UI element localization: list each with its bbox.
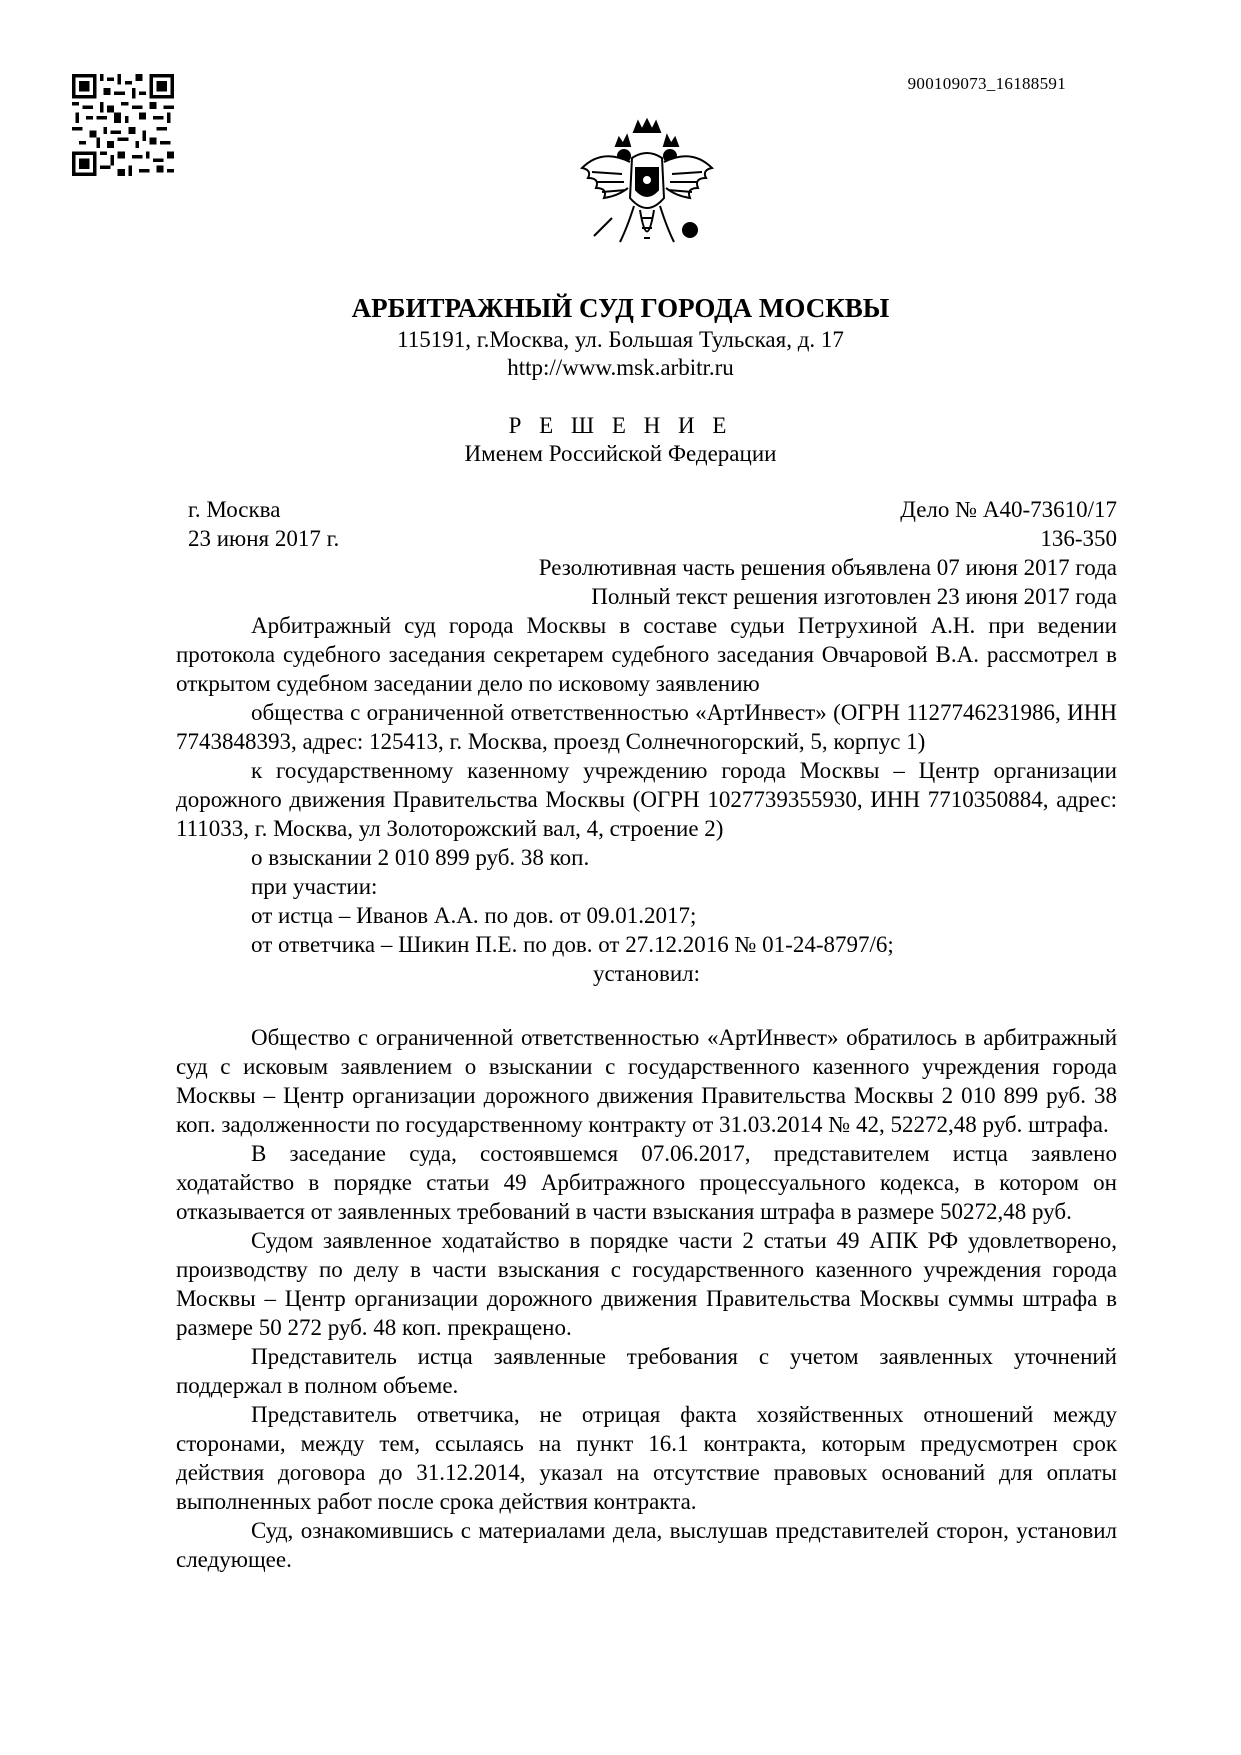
established-heading: установил:: [592, 961, 701, 986]
body-paragraph: Судом заявленное ходатайство в порядке части 2 статьи 49 АПК РФ удовлетворено, производству по делу в части взыскания с государственного казенного учреждения города Москвы – Центр организации дорожного движения Правительства Москвы суммы штрафа в размере 50 272 руб. 48 коп. прекращено.: [176, 1228, 1117, 1340]
body-paragraph: Представитель ответчика, не отрицая факта хозяйственных отношений между сторонами, между тем, ссылаясь на пункт 16.1 контракта, которым предусмотрен срок действия договора до 31.12.2014, указал на отсутствие правовых оснований для оплаты выполненных работ после срока действия контракта.: [176, 1402, 1117, 1514]
participation-label: при участии:: [251, 874, 378, 899]
plaintiff-representative: от истца – Иванов А.А. по дов. от 09.01.2017;: [251, 903, 697, 928]
city: г. Москва: [188, 497, 281, 522]
body-paragraph: Представитель истца заявленные требования с учетом заявленных уточнений поддержал в полном объеме.: [176, 1344, 1117, 1398]
decision-intro: [176, 611, 1117, 988]
qr-code-icon: [72, 74, 174, 176]
document-subtitle: Именем Российской Федерации: [464, 441, 777, 466]
full-text-prepared: Полный текст решения изготовлен 23 июня 2017 года: [591, 584, 1117, 609]
decision-date: 23 июня 2017 г.: [188, 526, 340, 551]
coat-of-arms-icon: [572, 118, 722, 268]
court-name: АРБИТРАЖНЫЙ СУД ГОРОДА МОСКВЫ: [351, 293, 890, 323]
plaintiff-details: общества с ограниченной ответственностью «АртИнвест» (ОГРН 1127746231986, ИНН 7743848393, адрес: 125413, г. Москва, проезд Солнечногорский, 5, корпус 1): [176, 700, 1117, 754]
defendant-representative: от ответчика – Шикин П.Е. по дов. от 27.12.2016 № 01-24-8797/6;: [251, 932, 894, 957]
defendant-details: к государственному казенному учреждению города Москвы – Центр организации дорожного движения Правительства Москвы (ОГРН 1027739355930, ИНН 7710350884, адрес: 111033, г. Москва, ул Золоторожский вал, 4, строение 2): [176, 758, 1117, 841]
decision-body: [176, 1023, 1117, 1574]
body-paragraph: Общество с ограниченной ответственностью «АртИнвест» обратилось в арбитражный суд с исковым заявлением о взыскании с государственного казенного учреждения города Москвы – Центр организации дорожного движения Правительства Москвы 2 010 899 руб. 38 коп. задолженности по государственному контракту от 31.03.2014 № 42, 52272,48 руб. штрафа.: [176, 1025, 1117, 1137]
claim-amount: о взыскании 2 010 899 руб. 38 коп.: [251, 845, 590, 870]
court-address: 115191, г.Москва, ул. Большая Тульская, д. 17: [397, 327, 844, 352]
document-id: 900109073_16188591: [907, 74, 1066, 93]
case-number: Дело № А40-73610/17: [900, 497, 1117, 522]
court-composition: Арбитражный суд города Москвы в составе судьи Петрухиной А.Н. при ведении протокола судебного заседания секретарем судебного заседания Овчаровой В.А. рассмотрел в открытом судебном заседании дело по исковому заявлению: [176, 613, 1117, 696]
body-paragraph: Суд, ознакомившись с материалами дела, выслушав представителей сторон, установил следующее.: [176, 1518, 1117, 1572]
body-paragraph: В заседание суда, состоявшемся 07.06.2017, представителем истца заявлено ходатайство в порядке статьи 49 Арбитражного процессуального кодекса, в котором он отказывается от заявленных требований в части взыскания штрафа в размере 50272,48 руб.: [176, 1141, 1117, 1224]
document-title: Р Е Ш Е Н И Е: [508, 413, 733, 438]
resolution-announced: Резолютивная часть решения объявлена 07 июня 2017 года: [538, 555, 1117, 580]
court-website-link[interactable]: http://www.msk.arbitr.ru: [507, 355, 734, 380]
case-code: 136-350: [1040, 526, 1117, 551]
